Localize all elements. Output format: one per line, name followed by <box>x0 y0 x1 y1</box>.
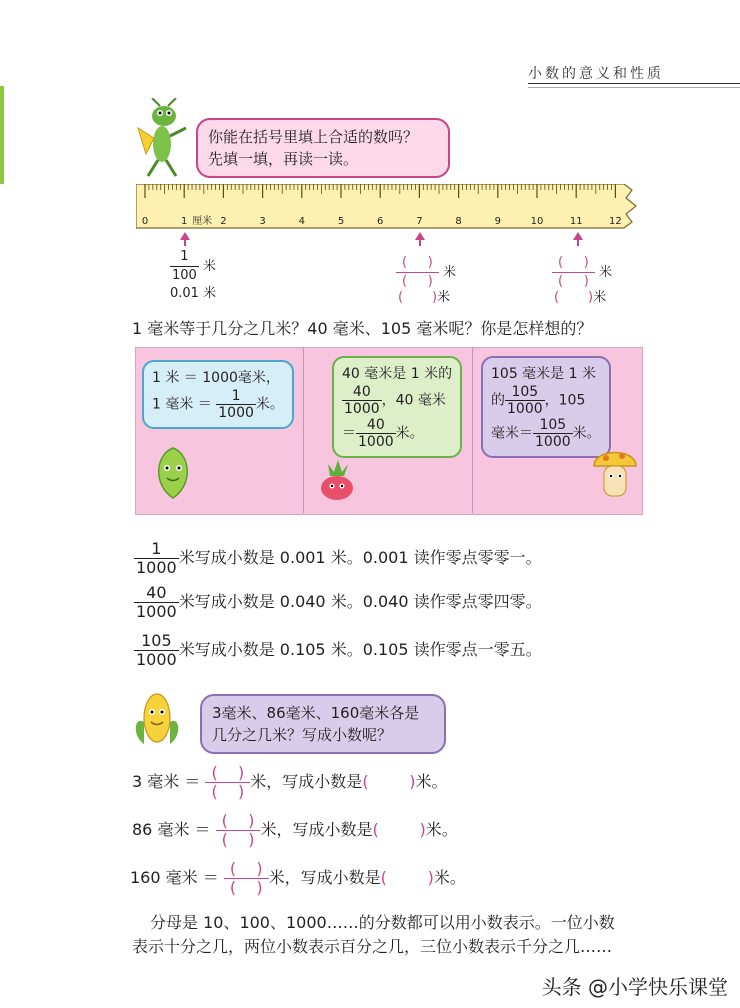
ruler-tick-label: 6 <box>377 216 384 227</box>
question-2-line-2: 几分之几米？写成小数呢？ <box>212 726 393 744</box>
statement-1: $\frac{1}{1000}$ 米写成小数是 0.001 米。0.001 读作零点零零一。 <box>136 539 542 577</box>
decimal-blank-close[interactable]: ) <box>419 820 426 839</box>
leaf-mascot-icon <box>150 444 196 500</box>
ruler-tick-label: 0 <box>141 216 149 227</box>
statement-2: $\frac{40}{1000}$ 米写成小数是 0.040 米。0.040 读作零点零四零。 <box>136 583 542 621</box>
answer-denominator: 100 <box>172 268 197 283</box>
ruler-answer-left-decimal <box>170 282 216 301</box>
conclusion-line-2: 表示十分之几，两位小数表示百分之几，三位小数表示千分之几…… <box>132 937 613 956</box>
header-divider <box>528 83 740 84</box>
panel-divider <box>472 347 473 513</box>
ruler-tick-label: 4 <box>298 216 305 227</box>
page-edge-marker <box>0 86 4 184</box>
corn-mascot-icon <box>130 686 184 750</box>
watermark: 头条 @小学快乐课堂 <box>534 969 736 1002</box>
ruler-tick-label: 9 <box>494 216 501 227</box>
answer-unit: 米 <box>442 265 456 280</box>
arrow-up-icon <box>414 232 426 246</box>
intro-line-1: 你能在括号里填上合适的数吗？ <box>208 128 419 146</box>
intro-line-2: 先填一填，再读一读。 <box>208 150 359 168</box>
ruler-answer-right-decimal[interactable]: ( )米 <box>554 290 607 305</box>
panel-1-bubble: 1 米 ＝ 1000毫米， 1 毫米 ＝ $\frac{1}{1000}$ 米。 <box>142 360 294 429</box>
decimal-blank-open[interactable]: ( <box>362 772 369 791</box>
fraction-blank[interactable]: $\frac{( )}{( )}$ <box>205 764 250 801</box>
exercise-3: 160 毫米 ＝ $\frac{( )}{( )}$ 米，写成小数是( )米。 <box>130 859 466 897</box>
chapter-title: 小数的意义和性质 <box>528 66 664 82</box>
question-2-bubble <box>200 694 446 754</box>
answer-unit: 米 <box>598 265 612 280</box>
header-divider-thin <box>528 87 740 88</box>
ruler-tick-label: 7 <box>416 216 423 227</box>
panel-1-line-1: 1 米 ＝ 1000毫米， <box>152 370 280 386</box>
panel-divider <box>303 347 304 513</box>
ruler-tick-label: 10 <box>530 216 544 227</box>
ruler <box>136 184 642 236</box>
conclusion-line-1: 分母是 10、100、1000……的分数都可以用小数表示。一位小数 <box>150 913 615 932</box>
ruler-tick-label: 5 <box>337 216 345 227</box>
ruler-answer-mid-decimal[interactable]: ( )米 <box>398 290 451 305</box>
ruler-tick-label: 3 <box>259 216 266 227</box>
ruler-answer-left <box>170 248 216 285</box>
answer-decimal: 0.01 <box>170 286 199 301</box>
arrow-up-icon <box>179 232 191 246</box>
answer-unit: 米 <box>202 259 216 274</box>
exercise-2: 86 毫米 ＝ $\frac{( )}{( )}$ 米，写成小数是( )米。 <box>132 811 458 849</box>
ruler-tick-label: 2 <box>220 216 227 227</box>
decimal-blank-open[interactable]: ( <box>380 868 387 887</box>
grasshopper-mascot-icon <box>132 98 194 178</box>
ruler-tick-label: 1 <box>181 216 188 227</box>
question-1: 1 毫米等于几分之几米？40 毫米、105 毫米呢？你是怎样想的？ <box>132 319 593 338</box>
panel-2-bubble: 40 毫米是 1 米的 $\frac{40}{1000}$ ，40 毫米 ＝ $\frac{40}{1000}$ 米。 <box>332 356 462 458</box>
ruler-tick-label: 12 <box>609 216 622 227</box>
arrow-up-icon <box>572 232 584 246</box>
ruler-tick-label: 8 <box>455 216 462 227</box>
ruler-unit-label: 厘米 <box>192 216 213 227</box>
ruler-answer-right[interactable]: $\frac{( )}{( )}$ 米 <box>552 254 612 291</box>
decimal-blank-close[interactable]: ) <box>409 772 416 791</box>
statement-3: $\frac{105}{1000}$ 米写成小数是 0.105 米。0.105 读作零点一零五。 <box>136 631 542 669</box>
intro-speech-bubble <box>196 118 450 178</box>
panel-2-line-1: 40 毫米是 1 米的 <box>342 366 453 382</box>
answer-decimal-unit: 米 <box>203 286 217 301</box>
question-2-line-1: 3毫米、86毫米、160毫米各是 <box>212 704 420 722</box>
fraction-blank[interactable]: $\frac{( )}{( )}$ <box>216 812 261 849</box>
panel-3-line-1: 105 毫米是 1 米 <box>491 366 596 382</box>
ruler-tick-label: 11 <box>569 216 583 227</box>
radish-mascot-icon <box>314 456 360 502</box>
decimal-blank-close[interactable]: ) <box>427 868 434 887</box>
mushroom-mascot-icon <box>590 444 640 504</box>
decimal-blank-open[interactable]: ( <box>372 820 379 839</box>
ruler-answer-mid[interactable]: $\frac{( )}{( )}$ 米 <box>396 254 456 291</box>
panel-3-bubble: 105 毫米是 1 米 的 $\frac{105}{1000}$ ，105 毫米＝ $\frac{105}{1000}$ 米。 <box>481 356 611 458</box>
exercise-1: 3 毫米 ＝ $\frac{( )}{( )}$ 米，写成小数是( )米。 <box>132 763 448 801</box>
fraction-blank[interactable]: $\frac{( )}{( )}$ <box>224 860 269 897</box>
answer-numerator: 1 <box>170 248 199 267</box>
